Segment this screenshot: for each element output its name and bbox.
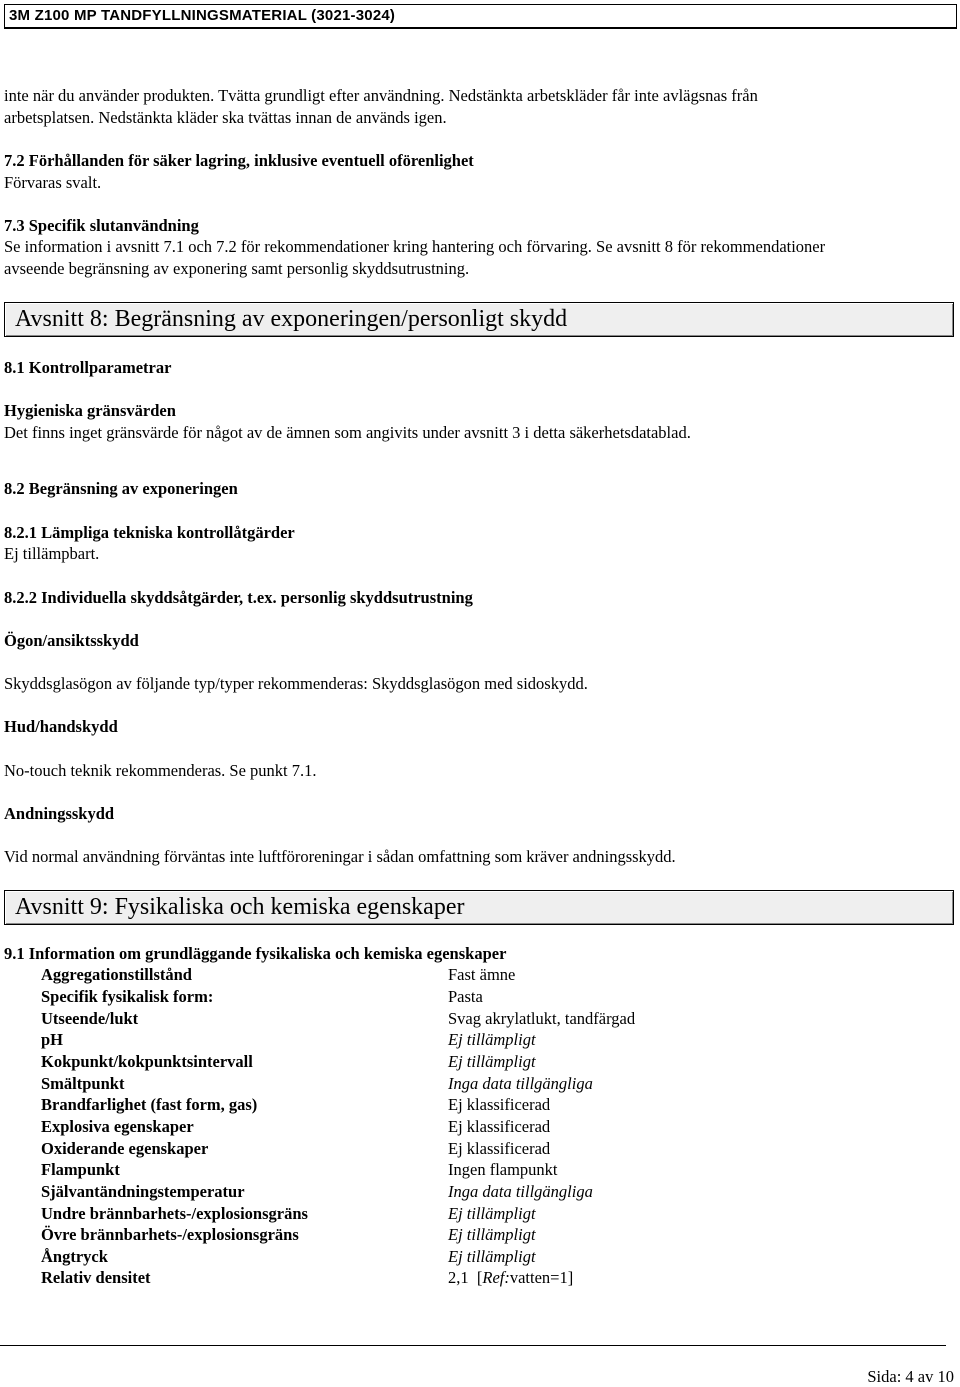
property-label: Aggregationstillstånd bbox=[41, 965, 192, 984]
property-label: Oxiderande egenskaper bbox=[41, 1139, 209, 1158]
property-label: Brandfarlighet (fast form, gas) bbox=[41, 1095, 258, 1114]
property-label: pH bbox=[41, 1030, 64, 1049]
property-value: Ej tillämpligt bbox=[448, 1247, 536, 1266]
property-label: Smältpunkt bbox=[41, 1074, 125, 1093]
property-label: Explosiva egenskaper bbox=[41, 1117, 194, 1136]
text-7-3-line-2: avseende begränsning av exponering samt personlig skyddsutrustning. bbox=[4, 259, 470, 278]
heading-hygiene: Hygieniska gränsvärden bbox=[4, 401, 176, 420]
property-label: Övre brännbarhets-/explosionsgräns bbox=[41, 1225, 299, 1244]
heading-skin: Hud/handskydd bbox=[4, 717, 118, 736]
heading-8-2-1: 8.2.1 Lämpliga tekniska kontrollåtgärder bbox=[4, 523, 295, 542]
property-value: Ej tillämpligt bbox=[448, 1225, 536, 1244]
property-value: Svag akrylatlukt, tandfärgad bbox=[448, 1009, 636, 1028]
heading-7-3: 7.3 Specifik slutanvändning bbox=[4, 216, 199, 235]
heading-8-2: 8.2 Begränsning av exponeringen bbox=[4, 479, 238, 498]
heading-8-2-2: 8.2.2 Individuella skyddsåtgärder, t.ex. personlig skyddsutrustning bbox=[4, 588, 473, 607]
density-ref-rest: vatten=1] bbox=[509, 1268, 574, 1287]
property-value: Ej tillämpligt bbox=[448, 1052, 536, 1071]
product-title: 3M Z100 MP TANDFYLLNINGSMATERIAL (3021-3024) bbox=[9, 7, 396, 24]
property-label: Ångtryck bbox=[41, 1247, 108, 1266]
page-number: Sida: 4 av 10 bbox=[867, 1367, 954, 1386]
property-label: Specifik fysikalisk form: bbox=[41, 987, 214, 1006]
footer-divider bbox=[0, 1345, 946, 1346]
property-label: Undre brännbarhets-/explosionsgräns bbox=[41, 1204, 308, 1223]
heading-respiratory: Andningsskydd bbox=[4, 804, 115, 823]
text-8-2-1: Ej tillämpbart. bbox=[4, 544, 100, 563]
property-value: Pasta bbox=[448, 987, 483, 1006]
section-9-title: Avsnitt 9: Fysikaliska och kemiska egenskaper bbox=[15, 894, 465, 920]
section-8-title: Avsnitt 8: Begränsning av exponeringen/personligt skydd bbox=[15, 306, 568, 332]
property-value: Inga data tillgängliga bbox=[448, 1182, 593, 1201]
property-label: Flampunkt bbox=[41, 1160, 120, 1179]
text-7-3-line-1: Se information i avsnitt 7.1 och 7.2 för rekommendationer kring hantering och förvaring. Se avsnitt 8 för rekommendationer bbox=[4, 237, 826, 256]
property-value bbox=[448, 1268, 573, 1288]
density-ref-label: Ref: bbox=[482, 1268, 510, 1287]
property-value: Ej tillämpligt bbox=[448, 1204, 536, 1223]
property-value: Ej klassificerad bbox=[448, 1117, 551, 1136]
section-8-banner bbox=[4, 302, 954, 337]
text-7-2: Förvaras svalt. bbox=[4, 173, 102, 192]
property-label: Kokpunkt/kokpunktsintervall bbox=[41, 1052, 253, 1071]
text-respiratory: Vid normal användning förväntas inte luftföroreningar i sådan omfattning som kräver andningsskydd. bbox=[4, 847, 676, 866]
document-header bbox=[4, 4, 957, 29]
text-hygiene: Det finns inget gränsvärde för något av de ämnen som angivits under avsnitt 3 i detta säkerhetsdatablad. bbox=[4, 423, 691, 442]
heading-eye: Ögon/ansiktsskydd bbox=[4, 631, 139, 650]
property-label: Utseende/lukt bbox=[41, 1009, 139, 1028]
density-value: 2,1 bbox=[448, 1268, 469, 1287]
intro-line-2: arbetsplatsen. Nedstänkta kläder ska tvättas innan de används igen. bbox=[4, 108, 447, 127]
intro-line-1: inte när du använder produkten. Tvätta grundligt efter användning. Nedstänkta arbetskläder får inte avlägsnas från bbox=[4, 86, 758, 105]
section-9-banner bbox=[4, 890, 954, 925]
density-ref-open: [ bbox=[476, 1268, 483, 1287]
property-value: Inga data tillgängliga bbox=[448, 1074, 593, 1093]
property-label: Relativ densitet bbox=[41, 1268, 151, 1287]
text-eye: Skyddsglasögon av följande typ/typer rekommenderas: Skyddsglasögon med sidoskydd. bbox=[4, 674, 588, 693]
heading-9-1: 9.1 Information om grundläggande fysikaliska och kemiska egenskaper bbox=[4, 944, 507, 963]
property-value: Ej klassificerad bbox=[448, 1139, 551, 1158]
property-label: Självantändningstemperatur bbox=[41, 1182, 245, 1201]
text-skin: No-touch teknik rekommenderas. Se punkt 7.1. bbox=[4, 761, 317, 780]
property-value: Ej tillämpligt bbox=[448, 1030, 536, 1049]
heading-7-2: 7.2 Förhållanden för säker lagring, inklusive eventuell oförenlighet bbox=[4, 151, 474, 170]
heading-8-1: 8.1 Kontrollparametrar bbox=[4, 358, 172, 377]
property-value: Ingen flampunkt bbox=[448, 1160, 558, 1179]
property-value: Ej klassificerad bbox=[448, 1095, 551, 1114]
property-value: Fast ämne bbox=[448, 965, 516, 984]
